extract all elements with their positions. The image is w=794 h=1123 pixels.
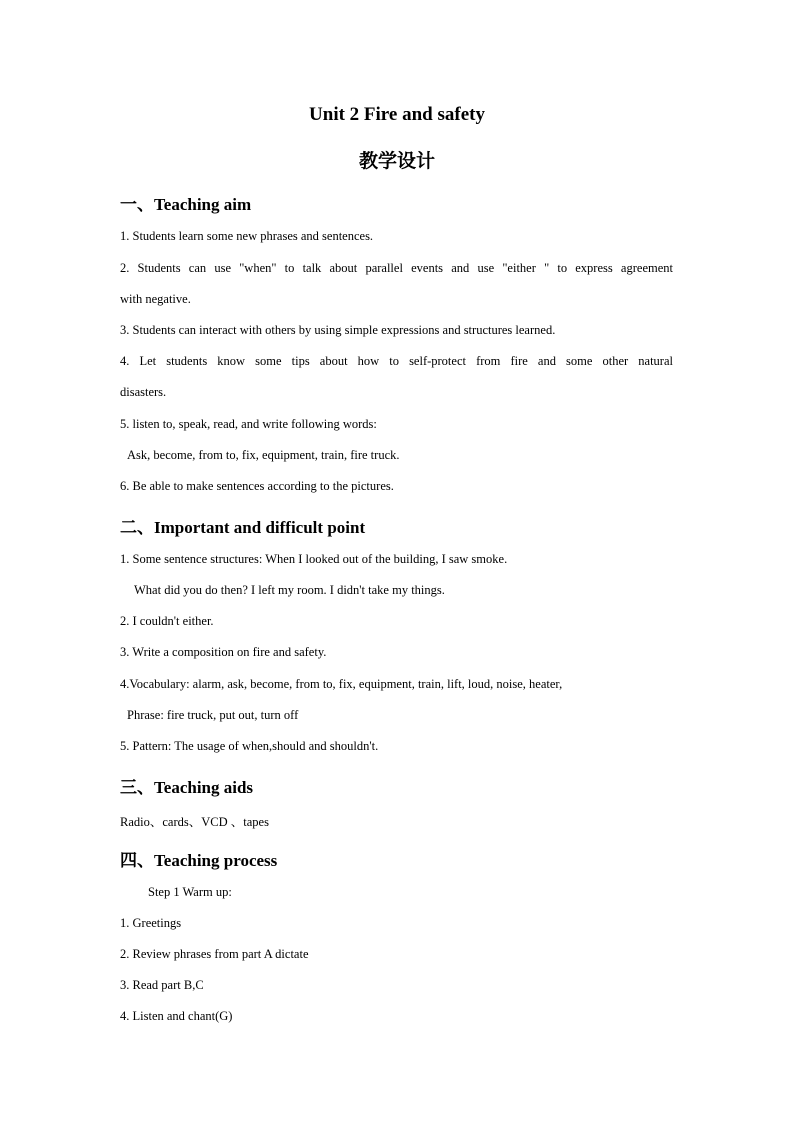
aim-line-4: 4. Let students know some tips about how to self-protect from fire and some other natural <box>120 354 673 368</box>
process-line-1: 1. Greetings <box>120 916 182 930</box>
aim-line-2: 2. Students can use "when" to talk about parallel events and use "either " to express agreement <box>120 261 673 275</box>
section-heading-important-point: 二、Important and difficult point <box>120 518 366 537</box>
aids-line: Radio、cards、VCD 、tapes <box>120 815 269 829</box>
point-line-4: 4.Vocabulary: alarm, ask, become, from to, fix, equipment, train, lift, loud, noise, heater, <box>120 677 563 691</box>
point-line-3: 3. Write a composition on fire and safety. <box>120 645 327 659</box>
process-step-1: Step 1 Warm up: <box>148 885 232 899</box>
point-line-5: 5. Pattern: The usage of when,should and shouldn't. <box>120 739 379 753</box>
point-line-4-phrase: Phrase: fire truck, put out, turn off <box>127 708 299 722</box>
process-line-4: 4. Listen and chant(G) <box>120 1009 233 1023</box>
point-line-2: 2. I couldn't either. <box>120 614 214 628</box>
section-heading-teaching-process: 四、Teaching process <box>120 851 278 870</box>
aim-line-5: 5. listen to, speak, read, and write following words: <box>120 417 377 431</box>
section-heading-teaching-aids: 三、Teaching aids <box>120 778 254 797</box>
process-line-2: 2. Review phrases from part A dictate <box>120 947 309 961</box>
document-subtitle: 教学设计 <box>358 150 435 172</box>
aim-line-2-cont: with negative. <box>120 292 191 306</box>
point-line-1: 1. Some sentence structures: When I looked out of the building, I saw smoke. <box>120 552 508 566</box>
document-title: Unit 2 Fire and safety <box>309 104 485 125</box>
section-heading-teaching-aim: 一、Teaching aim <box>120 195 252 214</box>
aim-line-4-cont: disasters. <box>120 385 167 399</box>
aim-line-1: 1. Students learn some new phrases and sentences. <box>120 229 374 243</box>
aim-line-5-words: Ask, become, from to, fix, equipment, train, fire truck. <box>127 448 400 462</box>
process-line-3: 3. Read part B,C <box>120 978 204 992</box>
aim-line-6: 6. Be able to make sentences according to the pictures. <box>120 479 394 493</box>
aim-line-3: 3. Students can interact with others by using simple expressions and structures learned. <box>120 323 556 337</box>
point-line-1-cont: What did you do then? I left my room. I didn't take my things. <box>134 583 445 597</box>
